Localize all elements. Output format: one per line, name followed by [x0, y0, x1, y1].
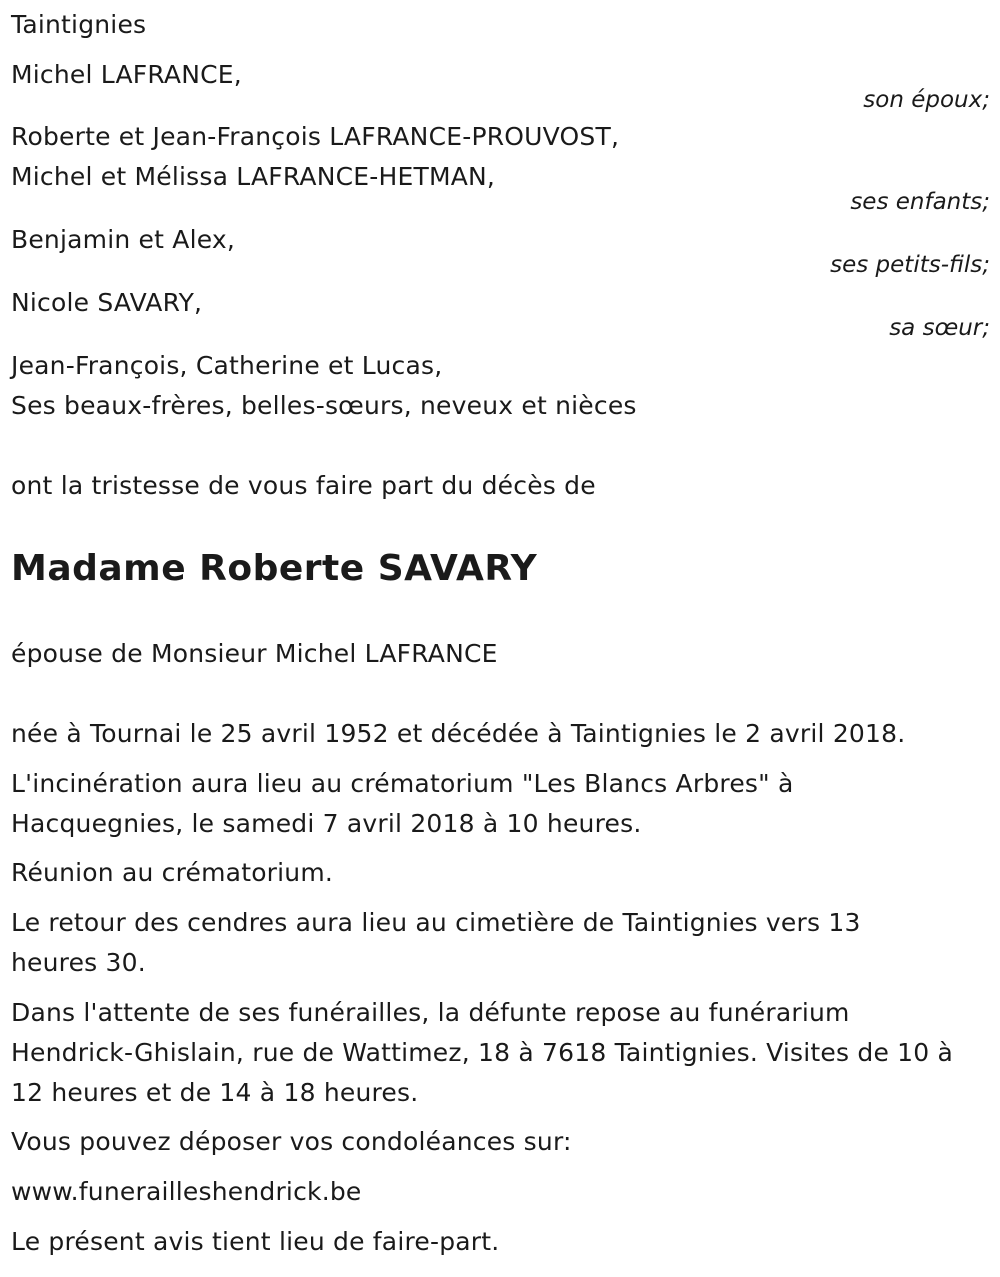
- other-relatives-2: Ses beaux-frères, belles-sœurs, neveux et nièces: [11, 391, 637, 420]
- cremation-line-1: L'incinération aura lieu au crématorium "Les Blancs Arbres" à: [11, 769, 794, 798]
- child-name-2: Michel et Mélissa LAFRANCE-HETMAN,: [11, 162, 496, 191]
- meeting-line: Réunion au crématorium.: [11, 858, 334, 887]
- spouse-name: Michel LAFRANCE,: [11, 60, 242, 89]
- rest-line-1: Dans l'attente de ses funérailles, la défunte repose au funérarium: [11, 998, 850, 1027]
- sister-relation: sa sœur;: [889, 315, 990, 341]
- ashes-line-1: Le retour des cendres aura lieu au cimetière de Taintignies vers 13: [11, 908, 861, 937]
- grandchildren-relation: ses petits-fils;: [830, 252, 990, 278]
- cremation-line-2: Hacquegnies, le samedi 7 avril 2018 à 10 heures.: [11, 809, 642, 838]
- closing-line: Le présent avis tient lieu de faire-part.: [11, 1227, 500, 1256]
- deceased-name: Madame Roberte SAVARY: [11, 548, 538, 589]
- announcement-intro: ont la tristesse de vous faire part du décès de: [11, 471, 596, 500]
- town-heading: Taintignies: [11, 10, 147, 39]
- grandchildren-names: Benjamin et Alex,: [11, 225, 235, 254]
- children-relation: ses enfants;: [850, 189, 990, 215]
- ashes-line-2: heures 30.: [11, 948, 146, 977]
- website-link[interactable]: www.funerailleshendrick.be: [11, 1177, 362, 1206]
- sister-name: Nicole SAVARY,: [11, 288, 203, 317]
- condolences-line: Vous pouvez déposer vos condoléances sur:: [11, 1127, 572, 1156]
- rest-line-2: Hendrick-Ghislain, rue de Wattimez, 18 à 7618 Taintignies. Visites de 10 à: [11, 1038, 954, 1067]
- spouse-relation: son époux;: [863, 87, 990, 113]
- birth-death-line: née à Tournai le 25 avril 1952 et décédée à Taintignies le 2 avril 2018.: [11, 719, 906, 748]
- child-name-1: Roberte et Jean-François LAFRANCE-PROUVOST,: [11, 122, 620, 151]
- rest-line-3: 12 heures et de 14 à 18 heures.: [11, 1078, 419, 1107]
- other-relatives-1: Jean-François, Catherine et Lucas,: [11, 351, 443, 380]
- spouse-of-line: épouse de Monsieur Michel LAFRANCE: [11, 639, 498, 668]
